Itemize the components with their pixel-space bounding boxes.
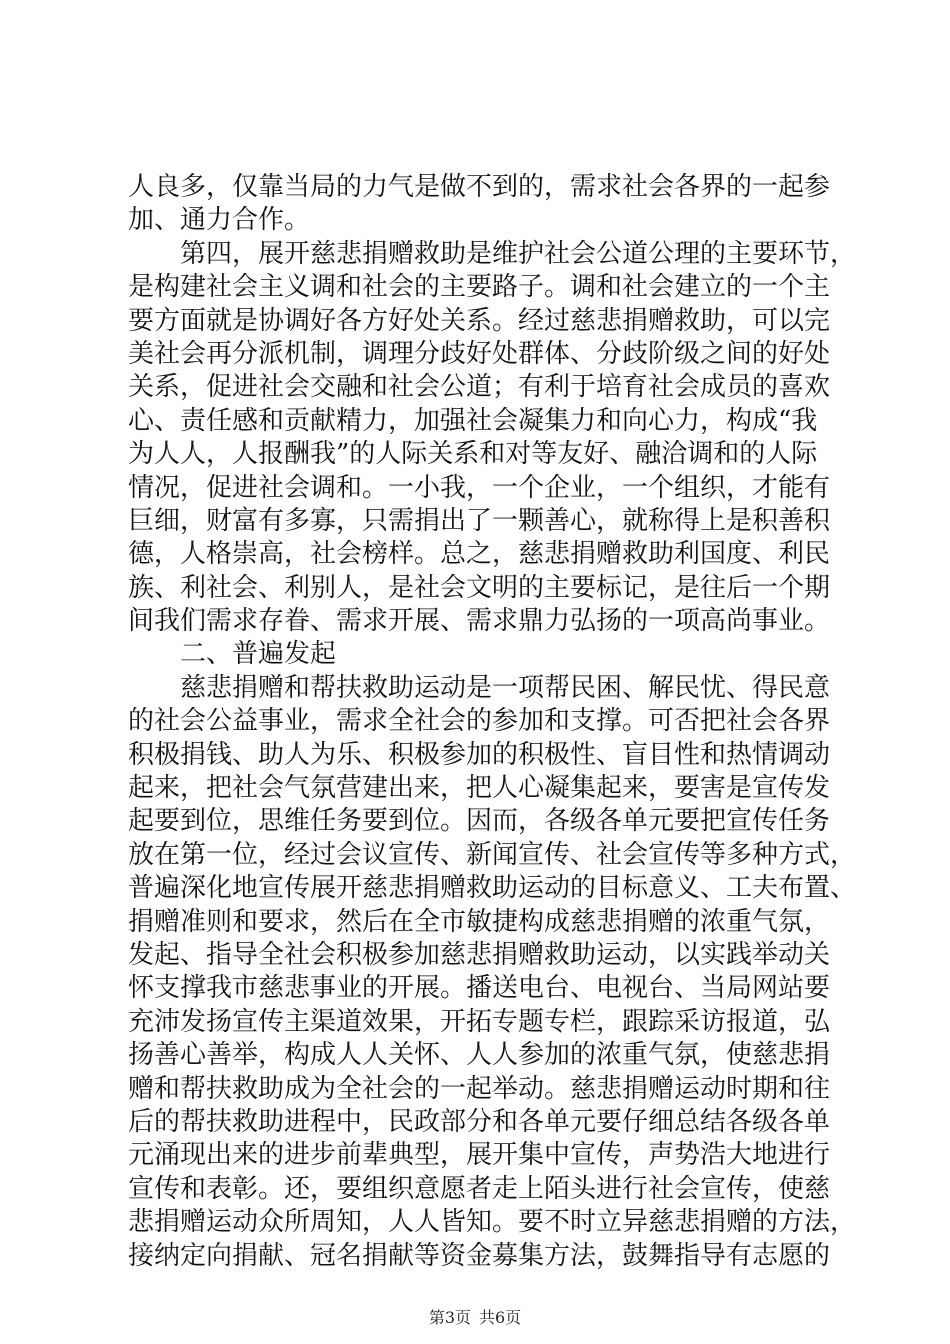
text-line: 族、利社会、利别人，是社会文明的主要标记，是往后一个期 — [128, 572, 831, 603]
text-line: 第四，展开慈悲捐赠救助是维护社会公道公理的主要环节， — [128, 238, 857, 269]
text-line: 间我们需求存眷、需求开展、需求鼎力弘扬的一项高尚事业。 — [128, 606, 831, 637]
text-line: 美社会再分派机制，调理分歧好处群体、分歧阶级之间的好处 — [128, 338, 831, 369]
text-line: 接纳定向捐献、冠名捐献等资金募集方法，鼓舞指导有志愿的 — [128, 1240, 831, 1271]
text-line: 慈悲捐赠和帮扶救助运动是一项帮民困、解民忧、得民意 — [128, 672, 831, 703]
text-line: 关系，促进社会交融和社会公道；有利于培育社会成员的喜欢 — [128, 372, 831, 403]
text-line: 充沛发扬宣传主渠道效果，开拓专题专栏，跟踪采访报道，弘 — [128, 1006, 831, 1037]
text-line: 扬善心善举，构成人人关怀、人人参加的浓重气氛，使慈悲捐 — [128, 1040, 831, 1071]
text-line: 情况，促进社会调和。一小我，一个企业，一个组织，才能有 — [128, 472, 831, 503]
text-line: 要方面就是协调好各方好处关系。经过慈悲捐赠救助，可以完 — [128, 305, 831, 336]
text-line: 赠和帮扶救助成为全社会的一起举动。慈悲捐赠运动时期和往 — [128, 1073, 831, 1104]
text-line: 起要到位，思维任务要到位。因而，各级各单元要把宣传任务 — [128, 806, 831, 837]
text-line: 普遍深化地宣传展开慈悲捐赠救助运动的目标意义、工夫布置、 — [128, 873, 857, 904]
page-number: 第3页 — [428, 1308, 471, 1327]
text-line: 积极捐钱、助人为乐、积极参加的积极性、盲目性和热情调动 — [128, 739, 831, 770]
page-footer — [0, 1308, 950, 1328]
text-line: 起来，把社会气氛营建出来，把人心凝集起来，要害是宣传发 — [128, 773, 831, 804]
text-line: 悲捐赠运动众所周知，人人皆知。要不时立异慈悲捐赠的方法， — [128, 1207, 857, 1238]
text-line: 是构建社会主义调和社会的主要路子。调和社会建立的一个主 — [128, 272, 831, 303]
page-total: 共6页 — [479, 1308, 522, 1327]
document-body — [128, 171, 857, 1273]
section-heading: 二、普遍发起 — [128, 639, 337, 670]
text-line: 放在第一位，经过会议宣传、新闻宣传、社会宣传等多种方式， — [128, 839, 857, 870]
text-line: 德，人格崇高，社会榜样。总之，慈悲捐赠救助利国度、利民 — [128, 539, 831, 570]
text-line: 加、通力合作。 — [128, 205, 311, 236]
text-line: 怀支撑我市慈悲事业的开展。播送电台、电视台、当局网站要 — [128, 973, 831, 1004]
text-line: 人良多，仅靠当局的力气是做不到的，需求社会各界的一起参 — [128, 172, 831, 202]
text-line: 心、责任感和贡献精力，加强社会凝集力和向心力，构成“我 — [128, 405, 818, 436]
text-line: 元涌现出来的进步前辈典型，展开集中宣传，声势浩大地进行 — [128, 1140, 831, 1171]
text-line: 的社会公益事业，需求全社会的参加和支撑。可否把社会各界 — [128, 706, 831, 737]
text-line: 巨细，财富有多寡，只需捐出了一颗善心，就称得上是积善积 — [128, 505, 831, 536]
text-line: 宣传和表彰。还，要组织意愿者走上陌头进行社会宣传，使慈 — [128, 1173, 831, 1204]
text-line: 发起、指导全社会积极参加慈悲捐赠救助运动，以实践举动关 — [128, 939, 831, 970]
text-line: 为人人，人报酬我”的人际关系和对等友好、融洽调和的人际 — [128, 439, 818, 470]
text-line: 捐赠准则和要求，然后在全市敏捷构成慈悲捐赠的浓重气氛， — [128, 906, 831, 937]
text-line: 后的帮扶救助进程中，民政部分和各单元要仔细总结各级各单 — [128, 1106, 831, 1137]
